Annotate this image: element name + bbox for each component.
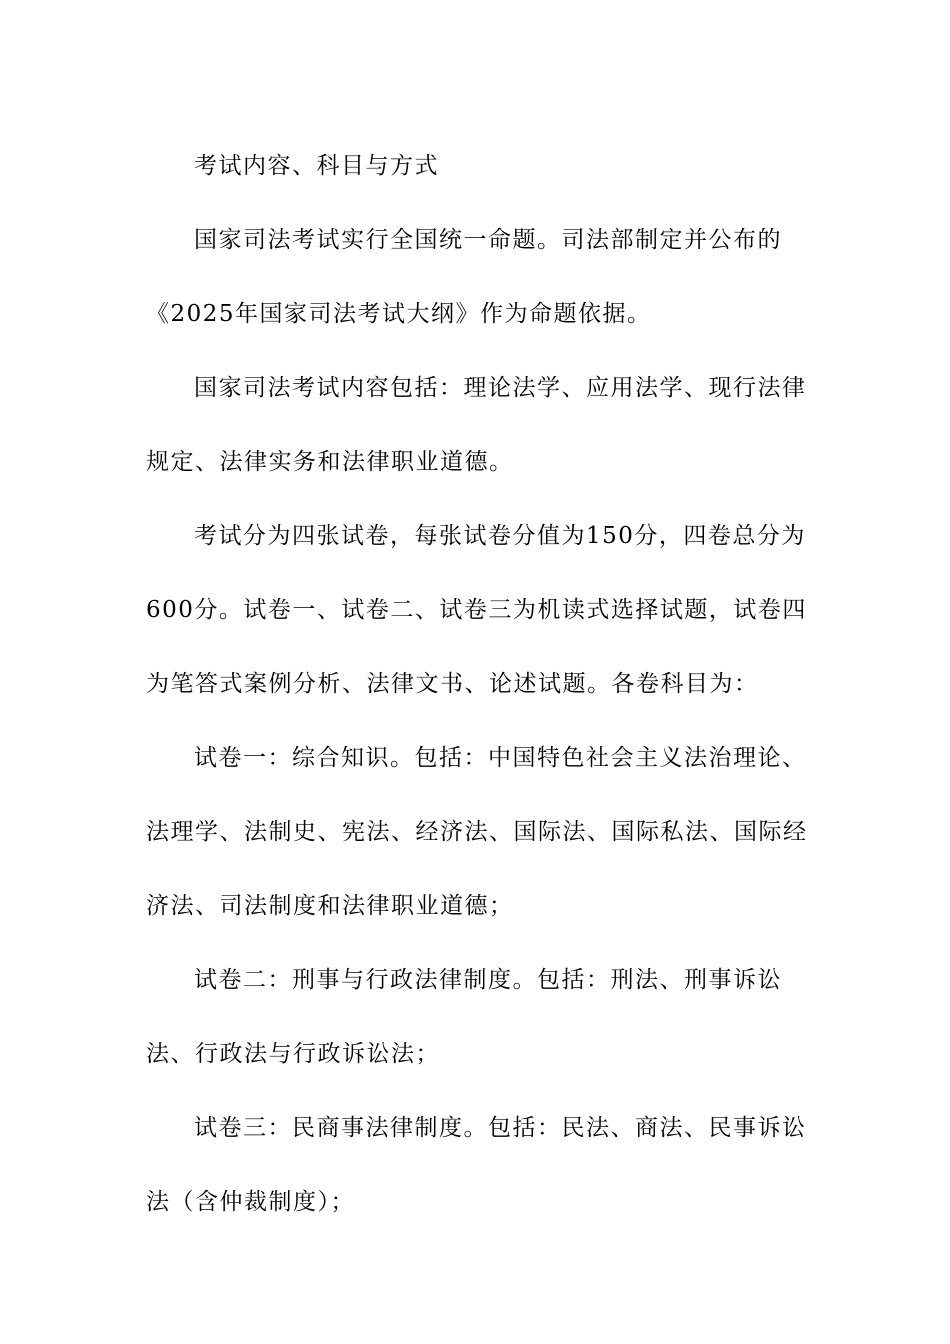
paragraph-exam-basis: 国家司法考试实行全国统一命题。司法部制定并公布的《2025年国家司法考试大纲》作为命题依据。	[146, 227, 782, 327]
paragraph-paper-one: 试卷一：综合知识。包括：中国特色社会主义法治理论、法理学、法制史、宪法、经济法、国际法、国际私法、国际经济法、司法制度和法律职业道德；	[146, 745, 808, 919]
document-body	[146, 129, 810, 1239]
paragraph-paper-two: 试卷二：刑事与行政法律制度。包括：刑法、刑事诉讼法、行政法与行政诉讼法；	[146, 967, 782, 1067]
paragraph-exam-papers: 考试分为四张试卷，每张试卷分值为150分，四卷总分为600分。试卷一、试卷二、试卷三为机读式选择试题，试卷四为笔答式案例分析、法律文书、论述试题。各卷科目为：	[146, 523, 807, 697]
paragraph-exam-content: 国家司法考试内容包括：理论法学、应用法学、现行法律规定、法律实务和法律职业道德。	[146, 375, 807, 475]
section-heading: 考试内容、科目与方式	[194, 153, 439, 179]
paragraph-paper-three: 试卷三：民商事法律制度。包括：民法、商法、民事诉讼法（含仲裁制度）；	[146, 1115, 807, 1215]
